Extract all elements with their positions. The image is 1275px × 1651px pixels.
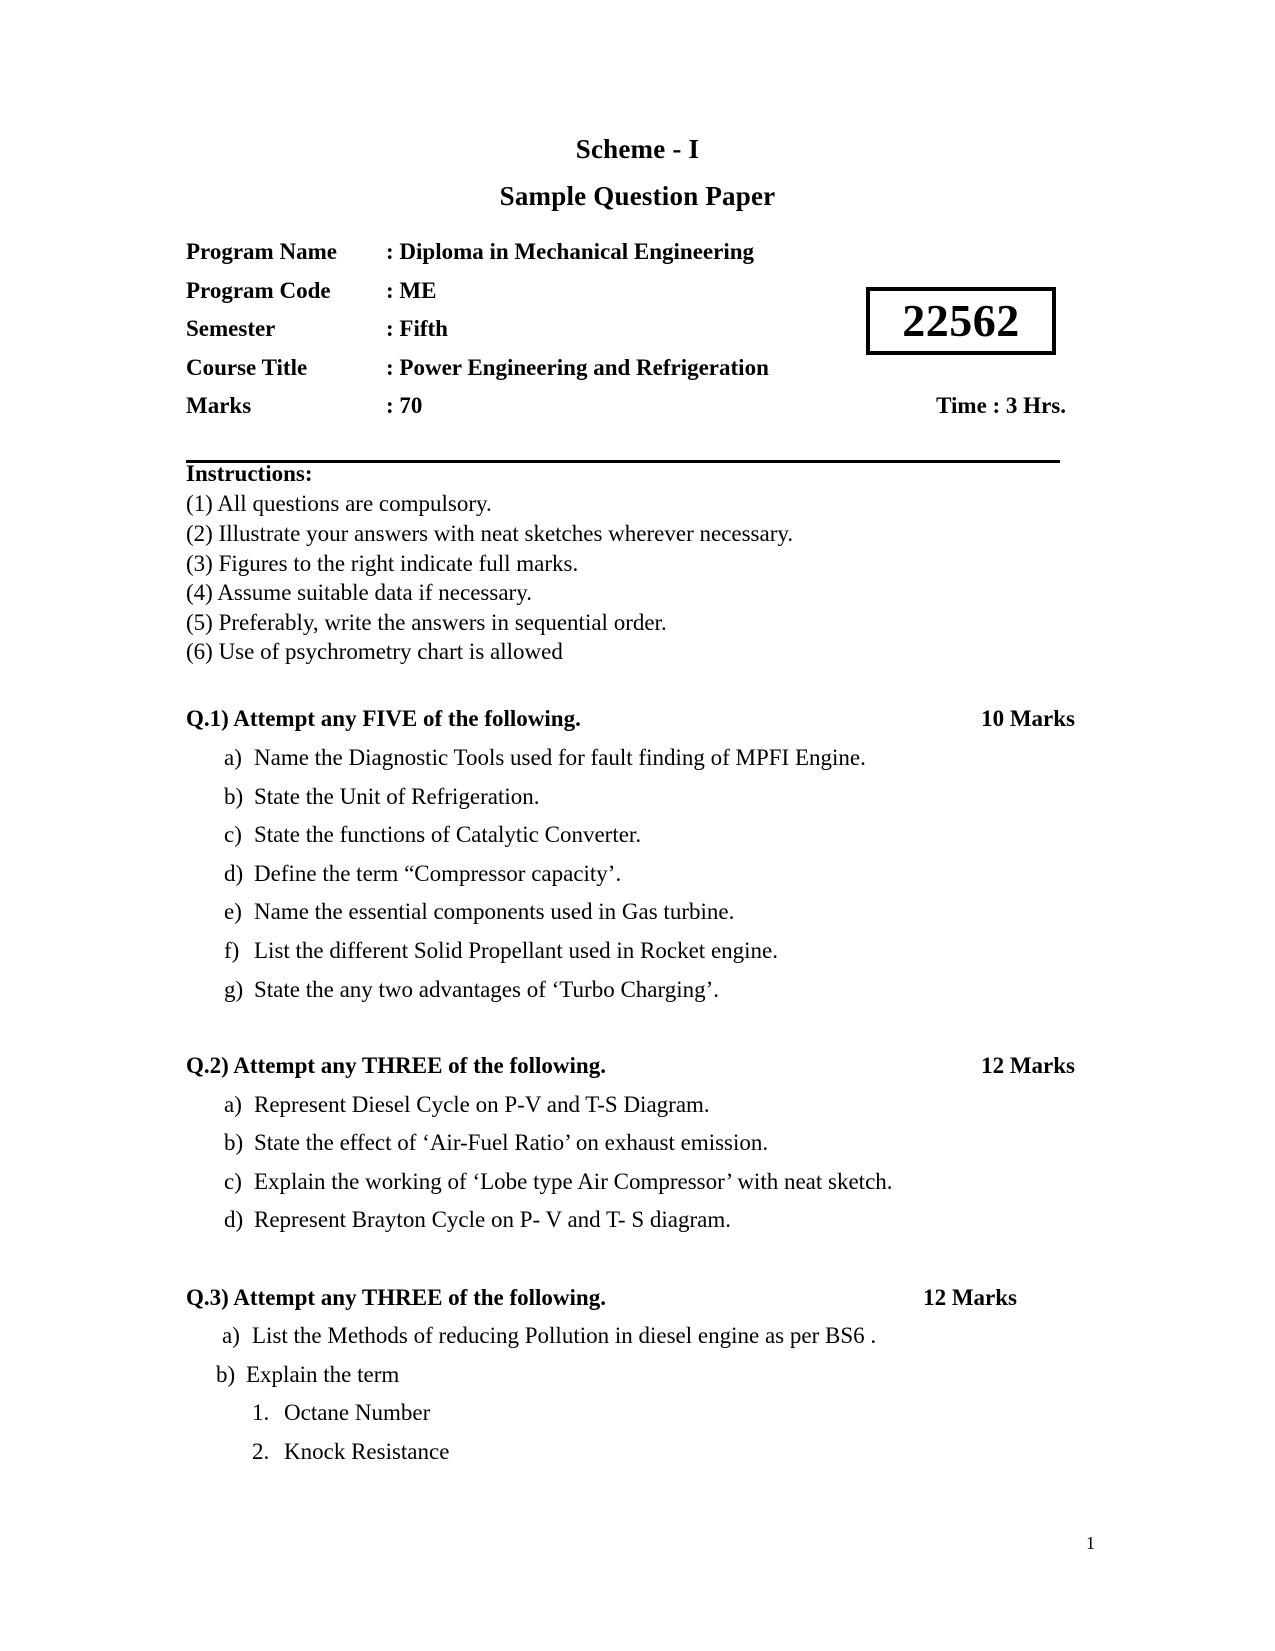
item-text: Define the term “Compressor capacity’. (254, 861, 622, 886)
item-marker: 2. (252, 1439, 270, 1464)
item-marker: c) (224, 822, 242, 847)
item-text: Name the essential components used in Gas turbine. (254, 899, 735, 924)
instruction-item: (3) Figures to the right indicate full marks. (186, 551, 579, 576)
question-item-q2-c (224, 1169, 893, 1195)
item-text: Octane Number (284, 1400, 431, 1425)
question-item-q1-c (224, 822, 641, 848)
item-text: State the effect of ‘Air-Fuel Ratio’ on exhaust emission. (254, 1130, 769, 1155)
item-marker: c) (224, 1169, 242, 1194)
meta-label-marks: Marks (186, 393, 252, 418)
item-marker: a) (224, 1092, 242, 1117)
meta-value-program-code: : ME (386, 278, 437, 303)
question-heading-q1: Q.1) Attempt any FIVE of the following. (186, 706, 581, 731)
item-marker: b) (224, 1130, 244, 1155)
instruction-item: (1) All questions are compulsory. (186, 491, 492, 516)
meta-label-semester: Semester (186, 316, 276, 341)
item-marker: a) (224, 745, 242, 770)
question-item-q1-f (224, 938, 778, 964)
scheme-title: Scheme - I (575, 134, 700, 164)
item-text: List the Methods of reducing Pollution in diesel engine as per BS6 . (252, 1323, 877, 1348)
question-item-q3-b (216, 1362, 399, 1388)
question-marks-q2: 12 Marks (981, 1053, 1075, 1078)
question-heading-q3: Q.3) Attempt any THREE of the following. (186, 1285, 606, 1310)
question-item-q2-a (224, 1092, 710, 1118)
meta-row-marks (186, 393, 1066, 423)
item-text: Explain the working of ‘Lobe type Air Compressor’ with neat sketch. (254, 1169, 893, 1194)
meta-label-program-code: Program Code (186, 278, 331, 303)
item-text: Represent Brayton Cycle on P- V and T- S diagram. (254, 1207, 731, 1232)
instruction-item: (4) Assume suitable data if necessary. (186, 580, 532, 605)
item-text: Represent Diesel Cycle on P-V and T-S Diagram. (254, 1092, 710, 1117)
item-text: Name the Diagnostic Tools used for fault finding of MPFI Engine. (254, 745, 866, 770)
instruction-item: (5) Preferably, write the answers in sequential order. (186, 610, 667, 635)
meta-value-course-title: : Power Engineering and Refrigeration (386, 355, 769, 380)
item-marker: 1. (252, 1400, 270, 1425)
question-item-q1-e (224, 899, 734, 925)
instructions-heading: Instructions: (186, 461, 313, 486)
item-marker: b) (216, 1362, 236, 1387)
question-item-q2-b (224, 1130, 768, 1156)
item-marker: d) (224, 861, 244, 886)
question-item-q2-d (224, 1207, 731, 1233)
exam-duration: Time : 3 Hrs. (936, 393, 1066, 418)
item-marker: b) (224, 784, 244, 809)
item-text: List the different Solid Propellant used in Rocket engine. (254, 938, 779, 963)
question-subitem-q3-b-2 (252, 1439, 449, 1465)
item-text: State the Unit of Refrigeration. (254, 784, 540, 809)
course-code-box (866, 287, 1056, 355)
meta-row-course-title (186, 355, 1066, 385)
meta-value-semester: : Fifth (386, 316, 448, 341)
item-text: State the functions of Catalytic Converter. (254, 822, 642, 847)
meta-value-marks: : 70 (386, 393, 423, 418)
question-item-q1-g (224, 977, 719, 1003)
item-marker: d) (224, 1207, 244, 1232)
item-text: Knock Resistance (284, 1439, 450, 1464)
item-marker: e) (224, 899, 242, 924)
meta-value-program-name: : Diploma in Mechanical Engineering (386, 239, 754, 264)
page-number: 1 (1086, 1533, 1095, 1553)
item-text: Explain the term (246, 1362, 400, 1387)
question-item-q3-a (222, 1323, 876, 1349)
item-marker: g) (224, 977, 244, 1002)
question-item-q1-d (224, 861, 621, 887)
item-marker: f) (224, 938, 240, 963)
question-marks-q3: 12 Marks (923, 1285, 1017, 1310)
question-marks-q1: 10 Marks (981, 706, 1075, 731)
header-divider (186, 460, 1060, 463)
paper-title: Sample Question Paper (499, 181, 776, 211)
meta-label-program-name: Program Name (186, 239, 337, 264)
item-text: State the any two advantages of ‘Turbo Charging’. (254, 977, 720, 1002)
course-code-value: 22562 (902, 295, 1020, 346)
question-subitem-q3-b-1 (252, 1400, 430, 1426)
meta-label-course-title: Course Title (186, 355, 308, 380)
instruction-item: (6) Use of psychrometry chart is allowed (186, 639, 563, 664)
instruction-item: (2) Illustrate your answers with neat sketches wherever necessary. (186, 521, 794, 546)
question-item-q1-a (224, 745, 866, 771)
question-heading-q2: Q.2) Attempt any THREE of the following. (186, 1053, 606, 1078)
meta-row-program-name (186, 239, 1066, 269)
item-marker: a) (222, 1323, 240, 1348)
question-item-q1-b (224, 784, 540, 810)
